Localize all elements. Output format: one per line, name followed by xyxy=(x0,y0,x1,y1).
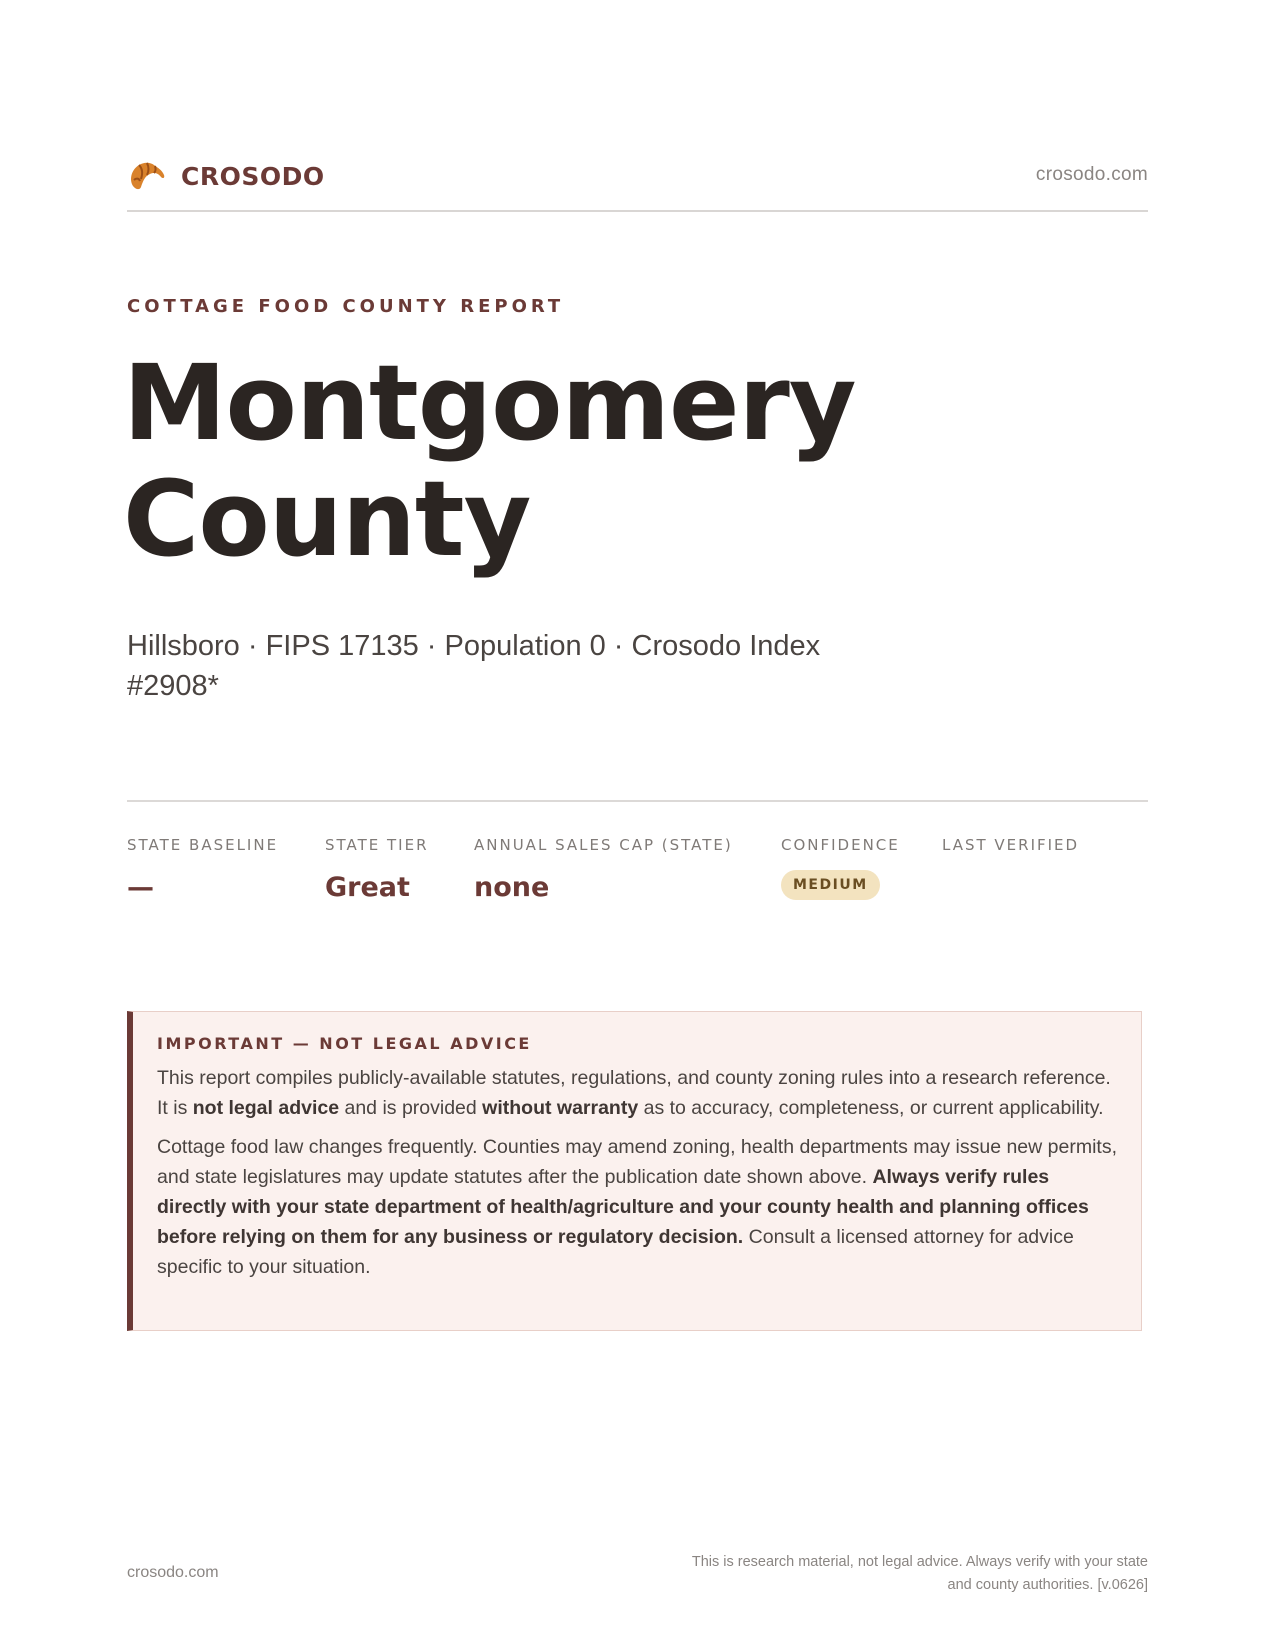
page-header xyxy=(127,156,1148,196)
footer-disclaimer xyxy=(628,1551,1148,1597)
notice-text: This report compiles publicly-available statutes, regulations, and county zoning rules into a research reference. It is xyxy=(157,1067,1111,1119)
title-line-1: Montgomery xyxy=(123,342,856,464)
legal-notice xyxy=(127,1011,1142,1331)
stat-label: ANNUAL SALES CAP (STATE) xyxy=(474,836,733,854)
footer-disclaimer-line-1: This is research material, not legal advice. Always verify with your state xyxy=(691,1554,1148,1570)
notice-text: Cottage food law changes frequently. Counties may amend zoning, health departments may issue new permits, and state legislatures may update statutes after the publication date shown above. xyxy=(157,1136,1117,1188)
footer-disclaimer-line-2: and county authorities. [v.0626] xyxy=(947,1577,1148,1593)
confidence-badge: MEDIUM xyxy=(781,870,880,900)
stat-label: STATE TIER xyxy=(325,836,429,854)
notice-text: as to accuracy, completeness, or current applicability. xyxy=(638,1097,1104,1119)
notice-title: IMPORTANT — NOT LEGAL ADVICE xyxy=(157,1034,532,1053)
stat-label: CONFIDENCE xyxy=(781,836,900,854)
stat-annual-sales-cap xyxy=(474,836,733,903)
stat-state-baseline xyxy=(127,836,278,903)
stat-label: LAST VERIFIED xyxy=(942,836,1080,854)
notice-emphasis: without warranty xyxy=(482,1097,639,1119)
title-line-2: County xyxy=(123,458,531,580)
site-url-link[interactable]: crosodo.com xyxy=(1035,164,1148,185)
stat-label: STATE BASELINE xyxy=(127,836,279,854)
notice-text: Consult a licensed attorney for advice specific to your situation. xyxy=(157,1226,1074,1278)
page-title xyxy=(123,342,1123,580)
notice-text: and is provided xyxy=(339,1097,483,1119)
footer-site-url[interactable]: crosodo.com xyxy=(127,1564,219,1581)
notice-emphasis: Always verify rules directly with your state department of health/agriculture and your county health and planning offices before relying on them for any business or regulatory decision. xyxy=(157,1166,1089,1248)
stat-confidence xyxy=(781,836,900,900)
stat-value: — xyxy=(127,872,154,903)
stat-value: none xyxy=(474,872,550,903)
county-subtitle: Hillsboro · FIPS 17135 · Population 0 · Crosodo Index #2908* xyxy=(127,630,821,702)
header-divider xyxy=(127,210,1148,212)
notice-emphasis: not legal advice xyxy=(192,1097,340,1119)
notice-paragraph-2 xyxy=(157,1132,1117,1282)
notice-paragraph-1 xyxy=(157,1063,1117,1123)
report-eyebrow: COTTAGE FOOD COUNTY REPORT xyxy=(127,296,565,317)
croissant-icon xyxy=(127,156,167,196)
stat-last-verified xyxy=(942,836,1079,872)
stat-value: Great xyxy=(325,872,410,903)
stat-state-tier xyxy=(325,836,429,903)
section-divider xyxy=(127,800,1148,802)
brand-name: CROSODO xyxy=(181,161,325,191)
brand[interactable] xyxy=(127,156,325,196)
